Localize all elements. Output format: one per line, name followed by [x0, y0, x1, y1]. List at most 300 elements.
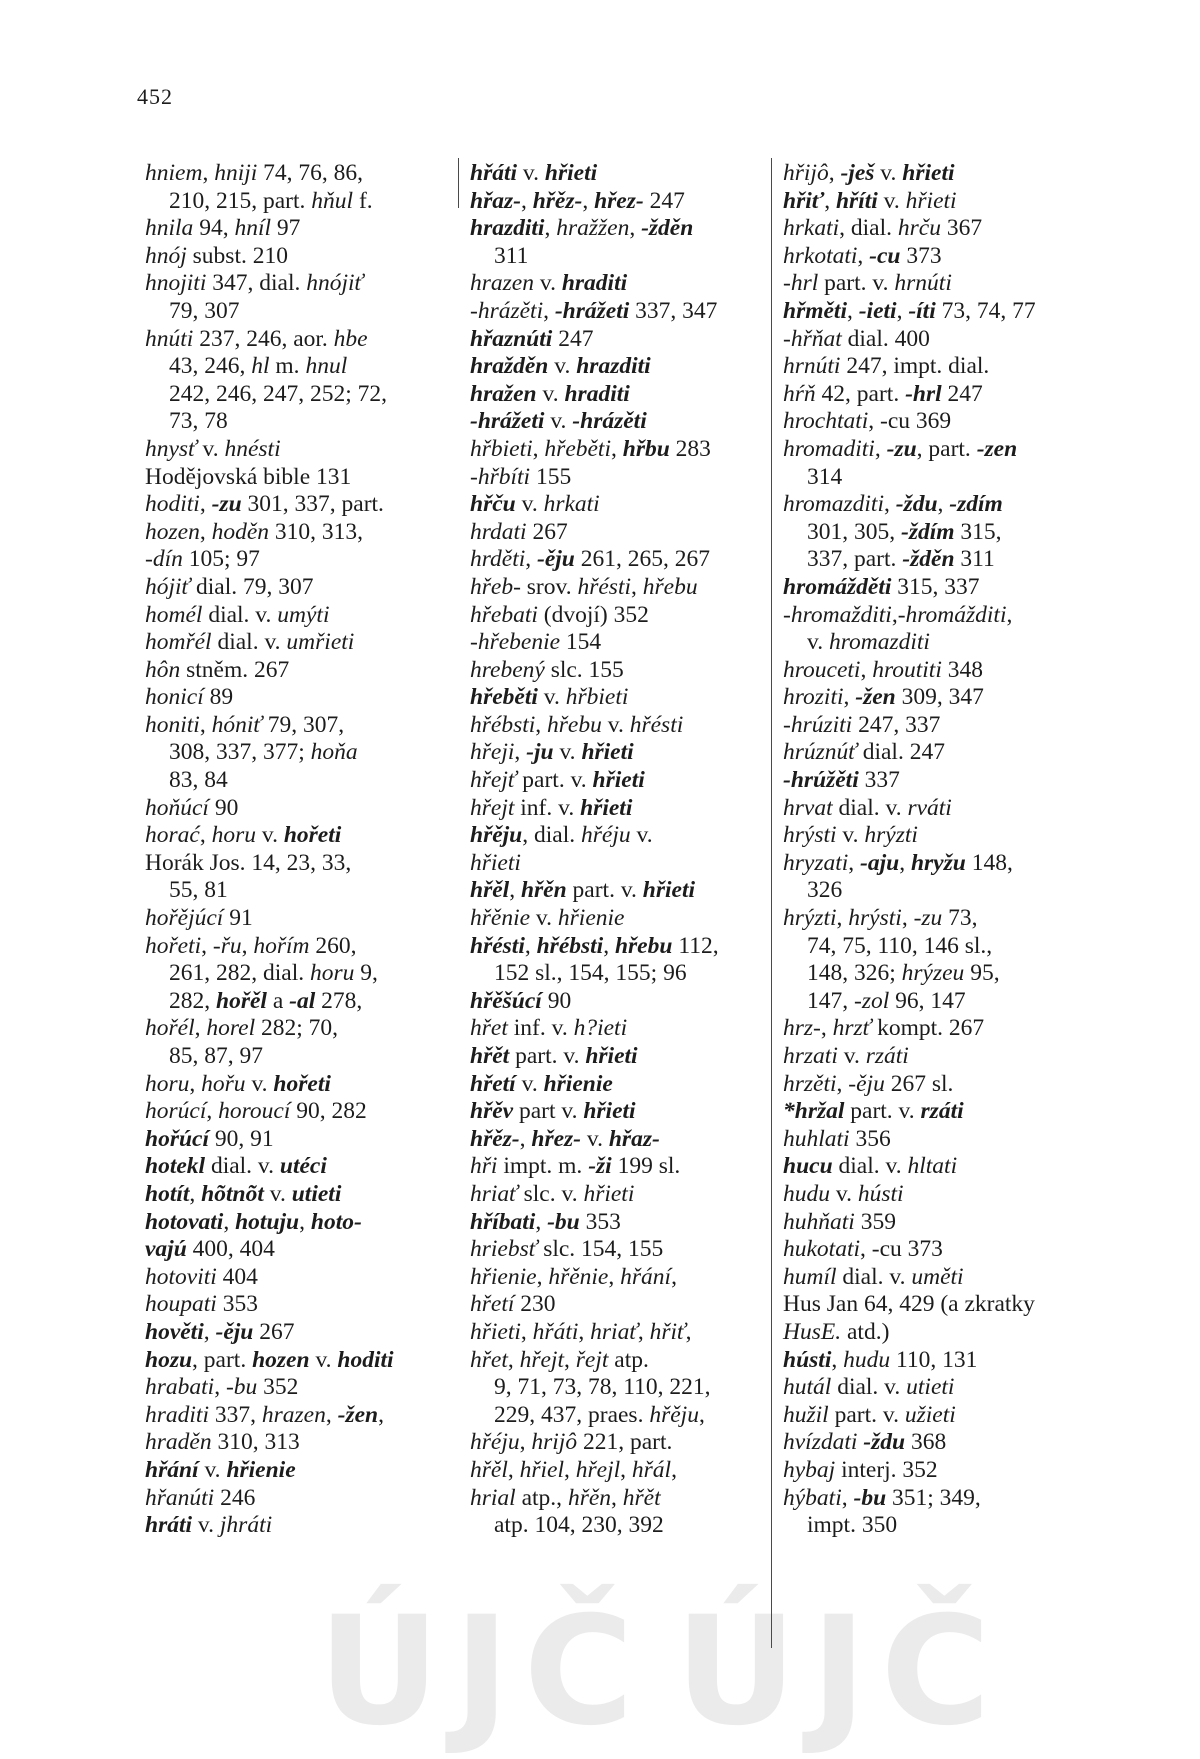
index-line: [145, 491, 445, 519]
index-term: hověti: [145, 1318, 204, 1345]
index-text: 359: [854, 1208, 896, 1235]
index-term: hřbieti: [565, 684, 629, 711]
index-term: hrděti: [470, 546, 526, 573]
index-text: Horák Jos. 14, 23, 33,: [145, 849, 352, 876]
index-term: užieti: [904, 1401, 956, 1428]
index-line: [145, 298, 445, 326]
index-term: -hrl: [905, 380, 942, 407]
index-term: hřez-: [594, 187, 644, 214]
index-term: hnul: [305, 353, 348, 380]
index-line: [783, 684, 1093, 712]
index-text: ,: [611, 1484, 623, 1511]
index-term: hozen: [145, 518, 200, 545]
index-term: hřál: [631, 1456, 672, 1483]
index-line: [145, 960, 445, 988]
index-term: -ěju: [848, 1070, 885, 1097]
index-text: ,: [519, 1125, 532, 1152]
index-term: hřěju: [470, 822, 523, 849]
index-term: utieti: [906, 1374, 955, 1401]
index-text: 105; 97: [182, 546, 260, 573]
index-text: ,: [524, 932, 537, 959]
index-text: 301, 305,: [807, 518, 901, 545]
index-text: ,: [223, 1208, 236, 1235]
index-text: v.: [877, 187, 906, 214]
index-line: [470, 1181, 770, 1209]
index-term: hnojiti: [145, 270, 207, 297]
index-term: -hrázěti: [470, 297, 544, 324]
index-text: f.: [353, 187, 373, 214]
index-text: v.: [533, 270, 562, 297]
index-term: hromážděti: [783, 573, 892, 600]
index-line: [145, 1374, 445, 1402]
index-line: [470, 1043, 770, 1071]
index-term: hřetí: [470, 1070, 516, 1097]
index-line: [470, 188, 770, 216]
index-term: hrnúti: [783, 353, 841, 380]
index-text: 282; 70,: [255, 1015, 338, 1042]
index-text: ,: [241, 932, 254, 959]
index-text: 310, 313: [211, 1429, 300, 1456]
index-text: 261, 282, dial.: [169, 960, 310, 987]
index-line: [470, 1347, 770, 1375]
index-term: hřěv: [470, 1098, 514, 1125]
index-text: ,: [899, 849, 911, 876]
index-line: [470, 602, 770, 630]
index-term: -al: [289, 987, 316, 1014]
index-term: hrazditi: [576, 353, 651, 380]
index-line: [783, 739, 1093, 767]
index-text: ,: [1006, 601, 1013, 628]
index-term: hozen: [252, 1346, 310, 1373]
index-term: -hromážditi: [897, 601, 1007, 628]
index-term: hraditi: [564, 380, 630, 407]
index-line: [470, 408, 770, 436]
index-line: [145, 739, 445, 767]
index-text: 79, 307,: [261, 711, 345, 738]
index-text: 229, 437, praes.: [494, 1401, 650, 1428]
index-text: 267 sl.: [884, 1070, 954, 1097]
index-text: v.: [837, 1043, 866, 1069]
index-term: hřěšúcí: [470, 987, 542, 1014]
index-term: hrzť: [832, 1015, 872, 1042]
index-text: ,: [631, 573, 643, 600]
index-term: hucu: [783, 1153, 833, 1180]
index-text: interj. 352: [835, 1456, 938, 1483]
index-term: -žděn: [641, 215, 694, 242]
index-line: [470, 436, 770, 464]
index-line: [470, 519, 770, 547]
index-line: [783, 326, 1093, 354]
index-text: 9,: [354, 960, 378, 987]
index-text: ,: [201, 932, 213, 959]
index-term: hřěn: [567, 1484, 612, 1511]
index-term: hromaditi: [783, 435, 875, 462]
index-line: [783, 1015, 1093, 1043]
index-term: *hržal: [783, 1098, 845, 1125]
index-term: rzáti: [920, 1098, 964, 1125]
index-line: [783, 1043, 1093, 1071]
index-term: umřieti: [286, 629, 355, 656]
index-term: houpati: [145, 1291, 217, 1318]
index-line: [470, 1457, 770, 1485]
index-text: 90: [541, 987, 572, 1014]
index-term: -hřebenie: [470, 629, 561, 656]
index-term: hřieti: [581, 739, 634, 766]
index-line: [470, 1015, 770, 1043]
index-line: [783, 1319, 1093, 1347]
index-line: [145, 243, 445, 271]
index-text: ,: [629, 215, 642, 242]
index-term: hniji: [214, 160, 258, 186]
index-text: dial. v.: [836, 1263, 912, 1290]
index-line: [145, 215, 445, 243]
index-text: 247: [941, 380, 983, 407]
index-line: [145, 1347, 445, 1375]
index-term: hřěl: [470, 1456, 508, 1483]
index-line: [145, 684, 445, 712]
index-text: ,: [378, 1401, 384, 1428]
index-term: hôn: [145, 656, 181, 683]
index-term: honiti: [145, 711, 200, 738]
index-text: dial. v.: [202, 601, 278, 628]
index-term: hřěn: [520, 877, 567, 904]
index-text: 96, 147: [889, 987, 966, 1014]
index-term: umýti: [277, 601, 330, 628]
index-text: 73,: [942, 905, 978, 932]
index-text: 90: [208, 794, 239, 821]
index-term: hústi: [857, 1180, 904, 1207]
index-term: hrýsti: [848, 905, 902, 932]
index-term: horu: [211, 822, 256, 849]
index-term: hřieti: [583, 1180, 635, 1207]
index-term: -žen: [855, 684, 896, 711]
index-text: ,: [543, 297, 555, 324]
index-text: ,: [846, 297, 859, 324]
index-line: [783, 1071, 1093, 1099]
index-text: ,: [532, 435, 545, 462]
index-term: hřejt: [519, 1346, 564, 1373]
index-term: hýbati: [783, 1484, 842, 1511]
index-term: hřieti: [583, 1098, 636, 1125]
index-term: hryzati: [783, 849, 849, 876]
index-term: hrijô: [531, 1429, 578, 1456]
index-text: 404: [216, 1263, 258, 1290]
index-text: ,: [214, 1374, 226, 1401]
index-term: -ěju: [215, 1318, 254, 1345]
index-term: hořím: [253, 932, 310, 959]
index-term: hřeji: [470, 739, 515, 766]
index-term: -hrážeti: [470, 408, 545, 435]
index-term: hřiť: [783, 187, 825, 214]
index-text: 91: [223, 905, 253, 932]
index-term: hřeb-: [470, 573, 521, 600]
index-term: -ždím: [901, 518, 955, 545]
index-text: 55, 81: [169, 877, 228, 904]
index-term: hřaz-: [470, 187, 521, 214]
index-text: 73, 74, 77: [935, 297, 1036, 324]
index-text: 155: [530, 463, 572, 490]
index-line: [783, 960, 1093, 988]
index-text: 43, 246,: [169, 353, 252, 380]
index-term: hřět: [622, 1484, 661, 1511]
index-term: hořeti: [145, 932, 202, 959]
index-line: [470, 1512, 770, 1540]
index-line: [470, 905, 770, 933]
index-term: hŕň: [783, 380, 816, 407]
index-text: ,: [611, 435, 623, 462]
index-line: [783, 629, 1093, 657]
index-text: v.: [553, 739, 582, 766]
index-text: atd.): [841, 1318, 890, 1345]
index-text: ,: [685, 1318, 692, 1345]
index-text: 74, 76, 86,: [257, 160, 364, 186]
index-term: -hrúžěti: [783, 767, 859, 794]
index-term: hříbati: [470, 1208, 536, 1235]
index-text: ,: [824, 187, 836, 214]
index-line: [470, 629, 770, 657]
index-term: hrzěti: [783, 1070, 837, 1097]
index-text: ,: [860, 656, 873, 683]
index-text: v.: [874, 160, 903, 186]
index-term: hřěnie: [470, 905, 531, 932]
index-line: [470, 767, 770, 795]
index-text: 326: [807, 877, 843, 904]
index-text: 337, part.: [807, 546, 903, 573]
index-line: [145, 1071, 445, 1099]
index-term: hraděn: [145, 1429, 212, 1456]
index-text: ,: [535, 1208, 548, 1235]
index-term: hrz-: [783, 1015, 821, 1042]
index-term: hrkotati: [783, 242, 858, 269]
index-line: [145, 160, 445, 188]
index-line: [470, 739, 770, 767]
index-line: [470, 546, 770, 574]
index-term: rváti: [907, 794, 952, 821]
index-line: [783, 1291, 1093, 1319]
index-line: [145, 933, 445, 961]
index-term: hudu: [783, 1180, 830, 1207]
index-term: hři: [470, 1153, 498, 1180]
index-text: 348: [941, 656, 983, 683]
index-text: 260,: [309, 932, 357, 959]
index-term: hrzati: [783, 1043, 838, 1069]
index-line: [145, 1512, 445, 1540]
index-term: hřebu: [614, 932, 673, 959]
index-text: ,: [857, 242, 870, 269]
index-term: hoto-: [310, 1208, 362, 1235]
index-line: [145, 795, 445, 823]
index-text: 148,: [965, 849, 1013, 876]
index-line: [783, 1485, 1093, 1513]
index-term: HusE.: [783, 1318, 842, 1345]
index-term: honicí: [145, 684, 204, 711]
index-term: hřienie: [226, 1456, 296, 1483]
index-line: [470, 270, 770, 298]
index-term: horoucí: [218, 1098, 291, 1125]
index-text: 42, part.: [815, 380, 906, 407]
index-text: v.: [517, 160, 545, 186]
index-term: hřijô: [783, 160, 829, 186]
index-text: impt. 350: [807, 1512, 898, 1539]
index-term: hřieti: [580, 794, 633, 821]
index-line: [783, 1429, 1093, 1457]
index-text: ,: [514, 739, 527, 766]
index-text: v.: [581, 1125, 609, 1152]
index-text: 147,: [807, 987, 854, 1014]
index-text: 247, impt. dial.: [840, 353, 990, 380]
index-text: atp. 104, 230, 392: [494, 1512, 664, 1539]
index-text: ,: [525, 546, 538, 573]
index-term: hřéju: [581, 822, 631, 849]
index-text: 112,: [672, 932, 719, 959]
index-text: v.: [515, 1070, 544, 1097]
index-text: ,: [507, 1346, 520, 1373]
index-text: 247: [552, 325, 594, 352]
index-text: 368: [905, 1429, 947, 1456]
index-line: [783, 1181, 1093, 1209]
index-term: -hřbíti: [470, 463, 531, 490]
index-line: [783, 1374, 1093, 1402]
index-term: hoditi: [337, 1346, 394, 1373]
index-line: [783, 1126, 1093, 1154]
index-term: horel: [206, 1015, 256, 1042]
index-term: hoditi: [145, 491, 200, 518]
index-term: utieti: [291, 1180, 342, 1207]
index-line: [783, 795, 1093, 823]
index-term: -hřňat: [783, 325, 842, 352]
index-text: 337, 347: [629, 297, 718, 324]
index-term: hřieti: [470, 1318, 521, 1345]
index-text: 267: [253, 1318, 295, 1345]
index-line: [783, 822, 1093, 850]
index-text: 9, 71, 73, 78, 110, 221,: [494, 1374, 711, 1401]
index-term: hřez-: [531, 1125, 581, 1152]
index-text: 367: [940, 215, 983, 242]
index-text: inf. v.: [507, 1015, 574, 1042]
index-line: [783, 298, 1093, 326]
index-term: hřejť: [470, 767, 517, 794]
index-text: 282,: [169, 987, 216, 1014]
index-line: [145, 1291, 445, 1319]
index-term: hroutiti: [872, 656, 942, 683]
index-term: -ždu: [895, 491, 938, 518]
index-line: [783, 270, 1093, 298]
index-term: hrvat: [783, 794, 833, 821]
index-line: [145, 1236, 445, 1264]
index-text: ,: [519, 1429, 532, 1456]
index-term: horu: [145, 1070, 190, 1097]
index-term: huhlati: [783, 1125, 850, 1152]
index-text: m.: [269, 353, 306, 380]
index-text: 356: [849, 1125, 891, 1152]
index-line: [145, 1485, 445, 1513]
index-text: 83, 84: [169, 767, 228, 794]
index-line: [145, 1126, 445, 1154]
index-term: homél: [145, 601, 203, 628]
index-term: hnésti: [224, 435, 281, 462]
index-text: 89: [203, 684, 234, 711]
index-text: ,: [520, 1318, 533, 1345]
index-line: [470, 795, 770, 823]
index-line: [470, 1291, 770, 1319]
index-text: atp.,: [515, 1484, 568, 1511]
index-line: [783, 1457, 1093, 1485]
index-line: [783, 850, 1093, 878]
index-term: hřésti: [629, 711, 684, 738]
index-line: [470, 657, 770, 685]
index-line: [145, 767, 445, 795]
index-text: ,: [199, 711, 212, 738]
index-text: 221, part.: [577, 1429, 673, 1456]
watermark-logo: ÚJČ: [318, 1585, 648, 1759]
index-line: [470, 988, 770, 1016]
index-term: -ieti: [858, 297, 897, 324]
index-text: ,: [206, 1098, 219, 1125]
index-text: ,: [299, 1208, 311, 1235]
index-term: -hrúziti: [783, 711, 853, 738]
index-text: ,: [564, 1456, 576, 1483]
index-line: [145, 381, 445, 409]
index-term: hotuju: [235, 1208, 300, 1235]
index-term: -zu: [211, 491, 242, 518]
index-line: [145, 574, 445, 602]
index-term: -ěju: [537, 546, 575, 573]
index-line: [470, 215, 770, 243]
index-term: hvízdati: [783, 1429, 858, 1456]
index-text: 73, 78: [169, 408, 228, 435]
index-text: ,: [582, 187, 595, 214]
index-term: vajú: [145, 1236, 187, 1263]
index-line: [783, 933, 1093, 961]
index-line: [470, 850, 770, 878]
index-term: hniem: [145, 160, 203, 186]
index-term: hořěl: [216, 987, 267, 1014]
index-text: , dial.: [839, 215, 898, 242]
index-line: [470, 1098, 770, 1126]
index-text: 352: [257, 1374, 299, 1401]
index-text: v.: [198, 1456, 227, 1483]
index-term: hltati: [907, 1153, 958, 1180]
index-line: [470, 1264, 770, 1292]
index-text: ,: [544, 215, 557, 242]
index-text: , -cu 373: [860, 1236, 943, 1263]
index-term: -hrl: [783, 270, 819, 297]
index-text: ,: [891, 601, 898, 628]
index-text: dial. 400: [841, 325, 930, 352]
index-term: hrnúti: [894, 270, 952, 297]
index-line: [470, 684, 770, 712]
index-text: v.: [263, 1180, 292, 1207]
index-term: -hrážeti: [554, 297, 630, 324]
index-term: hříti: [835, 187, 878, 214]
index-term: hřěz-: [470, 1125, 520, 1152]
index-term: hořél: [145, 1015, 195, 1042]
index-text: ,: [698, 1401, 705, 1428]
index-text: ,: [848, 849, 861, 876]
index-text: 152 sl., 154, 155; 96: [494, 960, 687, 987]
index-line: [145, 602, 445, 630]
index-line: [470, 1429, 770, 1457]
index-text: Hodějovská bible 131: [145, 463, 352, 490]
index-term: hřet: [470, 1015, 508, 1042]
index-column-1: [145, 160, 445, 1540]
index-line: [145, 629, 445, 657]
index-text: dial. v.: [205, 1153, 280, 1180]
index-line: [470, 1071, 770, 1099]
index-term: hrýsti: [783, 822, 837, 849]
index-text: 154: [560, 629, 602, 656]
index-term: hrúznúť: [783, 739, 857, 766]
